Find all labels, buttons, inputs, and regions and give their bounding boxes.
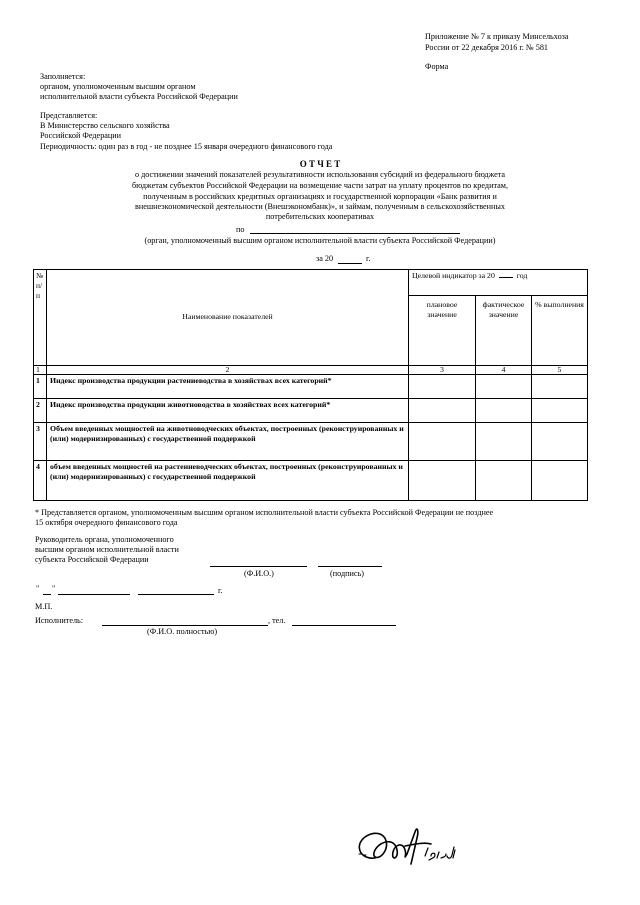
appendix-line-2: России от 22 декабря 2016 г. № 581 — [425, 43, 549, 52]
row-pct-cell[interactable] — [532, 375, 588, 399]
form-label: Форма — [425, 62, 449, 71]
submitted-line-1: В Министерство сельского хозяйства — [40, 121, 170, 130]
filled-by-label: Заполняется: — [40, 72, 86, 81]
row-num: 4 — [34, 461, 47, 501]
date-year-underline — [138, 594, 214, 595]
executor-name-underline — [102, 625, 268, 626]
row-name: Индекс производства продукции растениеводства в хозяйствах всех категорий* — [47, 375, 409, 399]
table-row — [34, 423, 588, 461]
header-plan: плановое значение — [409, 296, 476, 366]
report-desc-line-3: полученным в российских кредитных организациях и государственной корпорации «Банк развития и — [143, 192, 497, 201]
row-num: 3 — [34, 423, 47, 461]
row-num: 2 — [34, 399, 47, 423]
signature-caption: (подпись) — [330, 569, 364, 578]
tel-label: , тел. — [268, 616, 286, 625]
date-g-label: г. — [218, 586, 223, 595]
col-num-3: 3 — [409, 366, 476, 375]
col-num-5: 5 — [532, 366, 588, 375]
date-quote-close: " — [52, 584, 56, 593]
filled-by-line-1: органом, уполномоченным высшим органом — [40, 82, 196, 91]
date-month-underline — [58, 594, 130, 595]
col-num-1: 1 — [34, 366, 47, 375]
row-pct-cell[interactable] — [532, 461, 588, 501]
g-label: г. — [366, 254, 371, 263]
row-fact-cell[interactable] — [476, 423, 532, 461]
po-label: по — [236, 225, 245, 234]
signature-underline — [318, 566, 382, 567]
report-desc-line-5: потребительских кооперативах — [265, 212, 375, 221]
row-num: 1 — [34, 375, 47, 399]
za-label: за 20 — [316, 254, 334, 263]
header-fact: фактическое значение — [476, 296, 532, 366]
row-fact-cell[interactable] — [476, 399, 532, 423]
row-pct-cell[interactable] — [532, 423, 588, 461]
row-plan-cell[interactable] — [409, 375, 476, 399]
executor-label: Исполнитель: — [35, 616, 84, 625]
header-name: Наименование показателей — [47, 270, 409, 366]
tel-underline — [292, 625, 396, 626]
report-desc-line-1: о достижении значений показателей результативности использования субсидий из федерального бюджета — [134, 170, 506, 179]
target-year-blank — [499, 277, 513, 278]
row-plan-cell[interactable] — [409, 461, 476, 501]
indicators-table — [33, 269, 588, 501]
row-name: Индекс производства продукции животноводства в хозяйствах всех категорий* — [47, 399, 409, 423]
executor-fio-caption: (Ф.И.О. полностью) — [147, 627, 218, 636]
footnote-line-2: 15 октября очередного финансового года — [35, 518, 178, 527]
header-target-label: Целевой индикатор за 20 — [412, 271, 495, 280]
appendix-line-1: Приложение № 7 к приказу Минсельхоза — [425, 32, 569, 41]
row-fact-cell[interactable] — [476, 461, 532, 501]
table-row — [34, 461, 588, 501]
date-day-underline — [43, 594, 51, 595]
submitted-line-2: Российской Федерации — [40, 131, 122, 140]
table-row — [34, 399, 588, 423]
footnote-line-1: * Представляется органом, уполномоченным высшим органом исполнительной власти субъекта Российской Федерации не позднее — [35, 508, 494, 517]
submitted-label: Представляется: — [40, 111, 98, 120]
fio-underline — [210, 566, 307, 567]
periodicity: Периодичность: один раз в год - не позднее 15 января очередного финансового года — [40, 142, 333, 151]
row-name: объем введенных мощностей на растениеводческих объектах, построенных (реконструированных и (или) модернизированных) с государственной поддержкой — [47, 461, 409, 501]
mp-label: М.П. — [35, 602, 53, 611]
year-underline — [338, 263, 362, 264]
head-line-2: высшим органом исполнительной власти — [35, 545, 179, 554]
header-pct: % выполнения — [532, 296, 588, 366]
org-underline — [250, 233, 460, 234]
handwritten-signature-icon — [345, 820, 485, 880]
header-num: № п/ п — [34, 270, 47, 366]
filled-by-line-2: исполнительной власти субъекта Российской Федерации — [40, 92, 238, 101]
org-caption: (орган, уполномоченный высшим органом исполнительной власти субъекта Российской Федерации) — [144, 236, 496, 245]
table-row — [34, 375, 588, 399]
report-desc-line-2: бюджетам субъектов Российской Федерации на возмещение части затрат на уплату процентов по кредитам, — [131, 181, 508, 190]
row-name: Объем введенных мощностей на животноводческих объектах, построенных (реконструированных и (или) модернизированных) с государственной поддержкой — [47, 423, 409, 461]
report-desc-line-4: внешнеэкономической деятельности (Внешэкономбанк)», и займам, полученным в сельскохозяйственных — [134, 202, 506, 211]
report-title: О Т Ч Е Т — [299, 159, 341, 169]
row-fact-cell[interactable] — [476, 375, 532, 399]
fio-caption: (Ф.И.О.) — [244, 569, 274, 578]
head-line-1: Руководитель органа, уполномоченного — [35, 535, 174, 544]
col-num-4: 4 — [476, 366, 532, 375]
row-plan-cell[interactable] — [409, 423, 476, 461]
header-target-year: год — [516, 271, 528, 280]
header-target — [409, 270, 588, 296]
row-pct-cell[interactable] — [532, 399, 588, 423]
col-num-2: 2 — [47, 366, 409, 375]
row-plan-cell[interactable] — [409, 399, 476, 423]
head-line-3: субъекта Российской Федерации — [35, 555, 149, 564]
date-quote-open: " — [36, 584, 40, 593]
